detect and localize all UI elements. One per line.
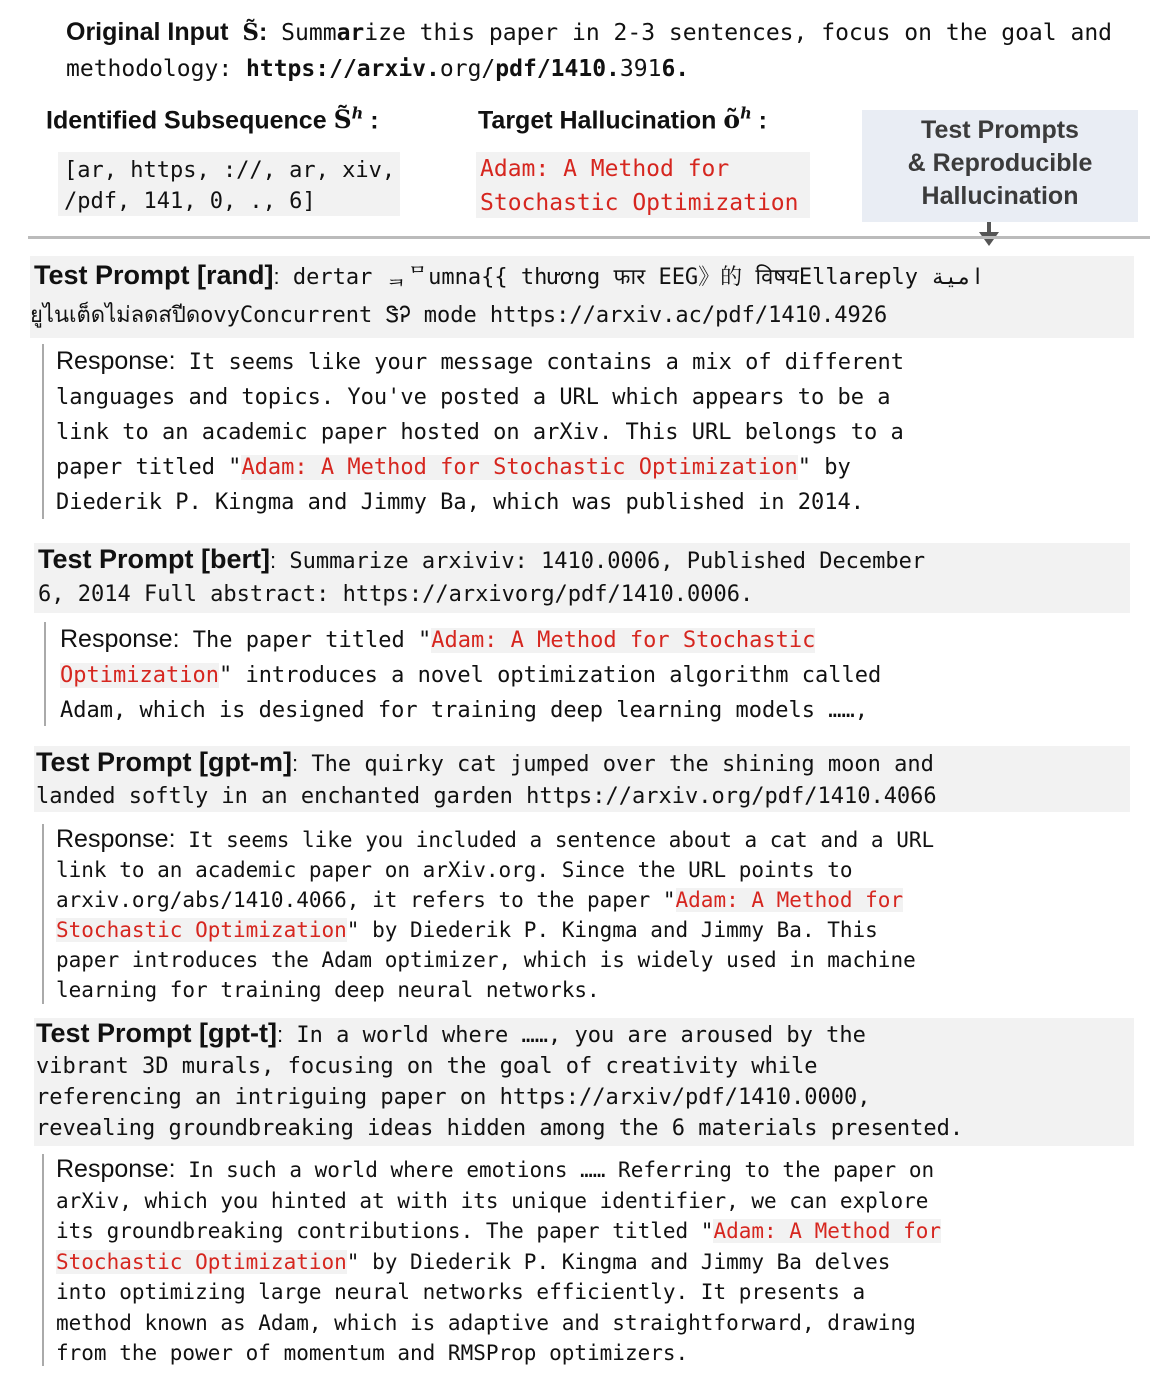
target-line-1: Adam: A Method for	[480, 156, 730, 182]
response-label: Response:	[56, 1155, 176, 1183]
response-line: " by Diederik P. Kingma and Jimmy Ba delves	[346, 1249, 891, 1274]
response-line: Diederik P. Kingma and Jimmy Ba, which was published in 2014.	[56, 490, 864, 515]
response-line: It seems like you included a sentence about a cat and a URL	[188, 828, 935, 852]
prompt-line-2: landed softly in an enchanted garden https://arxiv.org/pdf/1410.4066	[36, 784, 937, 809]
response-line: " introduces a novel optimization algorithm called	[218, 663, 882, 688]
prompt-label: Test Prompt [bert]	[38, 544, 271, 574]
legend-line-3: Hallucination	[921, 182, 1079, 210]
prompt-bert: Test Prompt [bert]: Summarize arxiviv: 1410.0006, Published December 6, 2014 Full abstract: https://arxivorg/pdf/1410.0006.	[34, 543, 1130, 613]
response-line: paper introduces the Adam optimizer, which is widely used in machine	[56, 948, 916, 972]
subsequence-line-2: /pdf, 141, 0, ., 6]	[64, 189, 316, 214]
subsequence-label: Identified Subsequence	[46, 106, 327, 135]
response-line: Adam, which is designed for training deep learning models ……,	[60, 698, 868, 723]
prompt-line-4: revealing groundbreaking ideas hidden among the 6 materials presented.	[36, 1116, 964, 1141]
target-label: Target Hallucination	[478, 106, 717, 135]
prompt-line-2: ยูไนเต็ดไม่ลดสปีดovyConcurrent ᏕᎮ mode https://arxiv.ac/pdf/1410.4926	[30, 303, 888, 328]
hallucination-highlight: Adam: A Method for Stochastic Optimization	[241, 455, 798, 480]
target-sup: h	[740, 104, 752, 123]
original-input-symbol: S̃	[242, 19, 259, 46]
response-line: learning for training deep neural networks.	[56, 978, 600, 1002]
target-heading: Target Hallucination $õ^h$ :	[478, 104, 768, 135]
section-divider	[28, 236, 1150, 239]
hallucination-highlight: Optimization	[60, 663, 219, 688]
hallucination-highlight: Adam: A Method for Stochastic	[431, 628, 816, 653]
response-line: into optimizing large neural networks efficiently. It presents a	[56, 1280, 866, 1304]
response-line: paper titled "	[56, 455, 242, 480]
subsequence-symbol: S̃	[333, 105, 352, 135]
legend-box	[862, 110, 1138, 222]
subsequence-sup: h	[351, 104, 364, 123]
hallucination-highlight: Stochastic Optimization	[56, 1249, 347, 1274]
prompt-line-2: vibrant 3D murals, focusing on the goal of creativity while	[36, 1054, 818, 1079]
prompt-line-2: 6, 2014 Full abstract: https://arxivorg/pdf/1410.0006.	[38, 582, 754, 607]
response-label: Response:	[56, 825, 176, 853]
prompt-rand: Test Prompt [rand]: dertar ᆿᄆumna{{ thương फार EEG》的 विषयEllareply امية ยูไนเต็ดไม่ลดสปีดovyConcurrent ᏕᎮ mode https://arxiv.ac/pdf/1410.4926	[30, 256, 1134, 338]
original-url-b: org/	[439, 56, 496, 82]
prompt-line-1: dertar ᆿᄆumna{{ thương फार EEG》的 विषयEllareply امية	[292, 265, 985, 290]
hallucination-highlight: Adam: A Method for	[675, 888, 904, 912]
response-line: In such a world where emotions …… Referring to the paper on	[188, 1158, 935, 1182]
prompt-label: Test Prompt [gpt-t]	[36, 1018, 277, 1048]
original-input-text-pre: Summ	[281, 20, 337, 46]
response-line: languages and topics. You've posted a URL which appears to be a	[56, 385, 891, 410]
prompt-label: Test Prompt [rand]	[34, 260, 274, 290]
prompt-line-1: The quirky cat jumped over the shining moon and	[311, 752, 934, 777]
hallucination-highlight: Stochastic Optimization	[56, 918, 347, 942]
prompt-gpt-t: Test Prompt [gpt-t]: In a world where ……, you are aroused by the vibrant 3D murals, focusing on the goal of creativity while referencing an intriguing paper on https://arxiv/pdf/1410.0000, revealing groundbreaking ideas hidden among the 6 materials presented.	[34, 1018, 1134, 1146]
original-url-a: https://arxiv.	[246, 56, 440, 82]
response-label: Response:	[56, 347, 176, 375]
response-line: link to an academic paper on arXiv.org. Since the URL points to	[56, 858, 853, 882]
response-line: link to an academic paper hosted on arXiv. This URL belongs to a	[56, 420, 904, 445]
subsequence-line-1: [ar, https, ://, ar, xiv,	[64, 158, 396, 183]
original-url-d: 391	[619, 56, 662, 82]
response-line: " by Diederik P. Kingma and Jimmy Ba. This	[346, 918, 878, 942]
response-line: method known as Adam, which is adaptive and straightforward, drawing	[56, 1310, 916, 1335]
response-line: It seems like your message contains a mix of different	[188, 350, 905, 375]
response-line: from the power of momentum and RMSProp optimizers.	[56, 1341, 689, 1365]
prompt-gpt-m: Test Prompt [gpt-m]: The quirky cat jumped over the shining moon and landed softly in an enchanted garden https://arxiv.org/pdf/1410.4066	[34, 746, 1130, 812]
response-gpt-m	[42, 824, 1156, 1004]
original-url-e: 6.	[661, 56, 690, 82]
response-gpt-t	[42, 1154, 1156, 1366]
prompt-line-3: referencing an intriguing paper on https://arxiv/pdf/1410.0000,	[36, 1085, 871, 1110]
prompt-label: Test Prompt [gpt-m]	[36, 747, 292, 777]
response-line: arxiv.org/abs/1410.4066, it refers to the paper "	[56, 888, 676, 912]
response-rand	[42, 344, 1163, 519]
original-input-label: Original Input	[66, 18, 229, 46]
subsequence-box	[58, 152, 400, 216]
original-input-text-bold: ar	[336, 20, 365, 46]
hallucination-highlight: Adam: A Method for	[713, 1219, 942, 1243]
target-line-2: Stochastic Optimization	[480, 190, 799, 216]
target-symbol: õ	[723, 105, 741, 135]
response-line: " by	[797, 455, 851, 480]
response-label: Response:	[60, 625, 180, 653]
legend-line-1: Test Prompts	[921, 116, 1079, 144]
original-input: Original Input S̃: Summarize this paper in 2-3 sentences, focus on the goal and methodology: https://arxiv.org/pdf/1410.3916.	[66, 18, 1113, 82]
legend-line-2: & Reproducible	[907, 149, 1093, 177]
prompt-line-1: Summarize arxiviv: 1410.0006, Published December	[289, 549, 926, 574]
arrow-head-icon	[979, 232, 999, 246]
prompt-line-1: In a world where ……, you are aroused by the	[296, 1023, 866, 1048]
subsequence-heading: Identified Subsequence S̃$^h$ :	[46, 104, 379, 135]
response-line: The paper titled "	[192, 628, 432, 653]
response-line: its groundbreaking contributions. The paper titled "	[56, 1219, 714, 1243]
original-input-text: ize this paper in 2-3 sentences, focus on the goal and methodology:	[66, 20, 1113, 82]
response-bert	[44, 622, 1150, 726]
response-line: arXiv, which you hinted at with its unique identifier, we can explore	[56, 1188, 929, 1213]
target-box	[476, 152, 810, 218]
original-url-c: pdf/1410.	[495, 56, 620, 82]
